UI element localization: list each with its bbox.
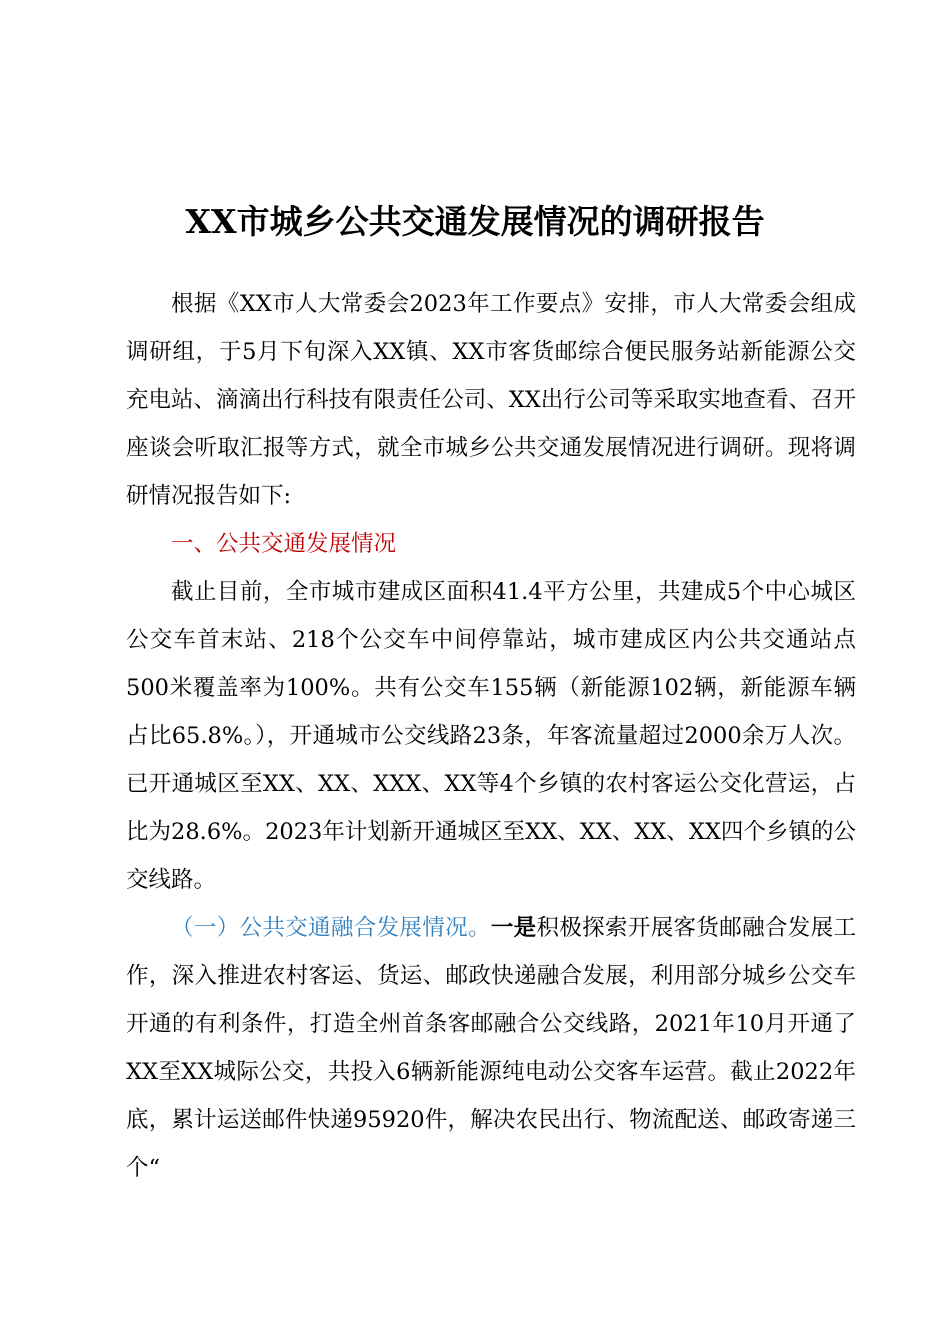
section-heading-1: 一、公共交通发展情况 — [171, 531, 397, 557]
subsection-1-text: 积极探索开展客货邮融合发展工作，深入推进农村客运、货运、邮政快递融合发展，利用部分城乡公交车开通的有利条件，打造全州首条客邮融合公交线路，2021年10月开通了XX至XX城际公交，共投入6辆新能源纯电动公交客车运营。截止2022年底，累计运送邮件快递95920件，解决农民出行、物流配送、邮政寄递三个“ — [126, 915, 856, 1181]
intro-paragraph: 根据《XX市人大常委会2023年工作要点》安排，市人大常委会组成调研组，于5月下旬深入XX镇、XX市客货邮综合便民服务站新能源公交充电站、滴滴出行科技有限责任公司、XX出行公司等采取实地查看、召开座谈会听取汇报等方式，就全市城乡公共交通发展情况进行调研。现将调研情况报告如下: — [126, 291, 856, 509]
subsection-heading-1: （一）公共交通融合发展情况。 — [171, 915, 491, 941]
subsection-1-paragraph — [126, 904, 856, 1192]
document-title: XX市城乡公共交通发展情况的调研报告 — [185, 202, 765, 241]
subsection-lead: 一是 — [490, 915, 537, 941]
document-body — [126, 280, 856, 1192]
section-1-paragraph: 截止目前，全市城市建成区面积41.4平方公里，共建成5个中心城区公交车首末站、218个公交车中间停靠站，城市建成区内公共交通站点500米覆盖率为100%。共有公交车155辆（新能源102辆，新能源车辆占比65.8%。），开通城市公交线路23条，年客流量超过2000余万人次。已开通城区至XX、XX、XXX、XX等4个乡镇的农村客运公交化营运，占比为28.6%。2023年计划新开通城区至XX、XX、XX、XX四个乡镇的公交线路。 — [126, 579, 856, 893]
